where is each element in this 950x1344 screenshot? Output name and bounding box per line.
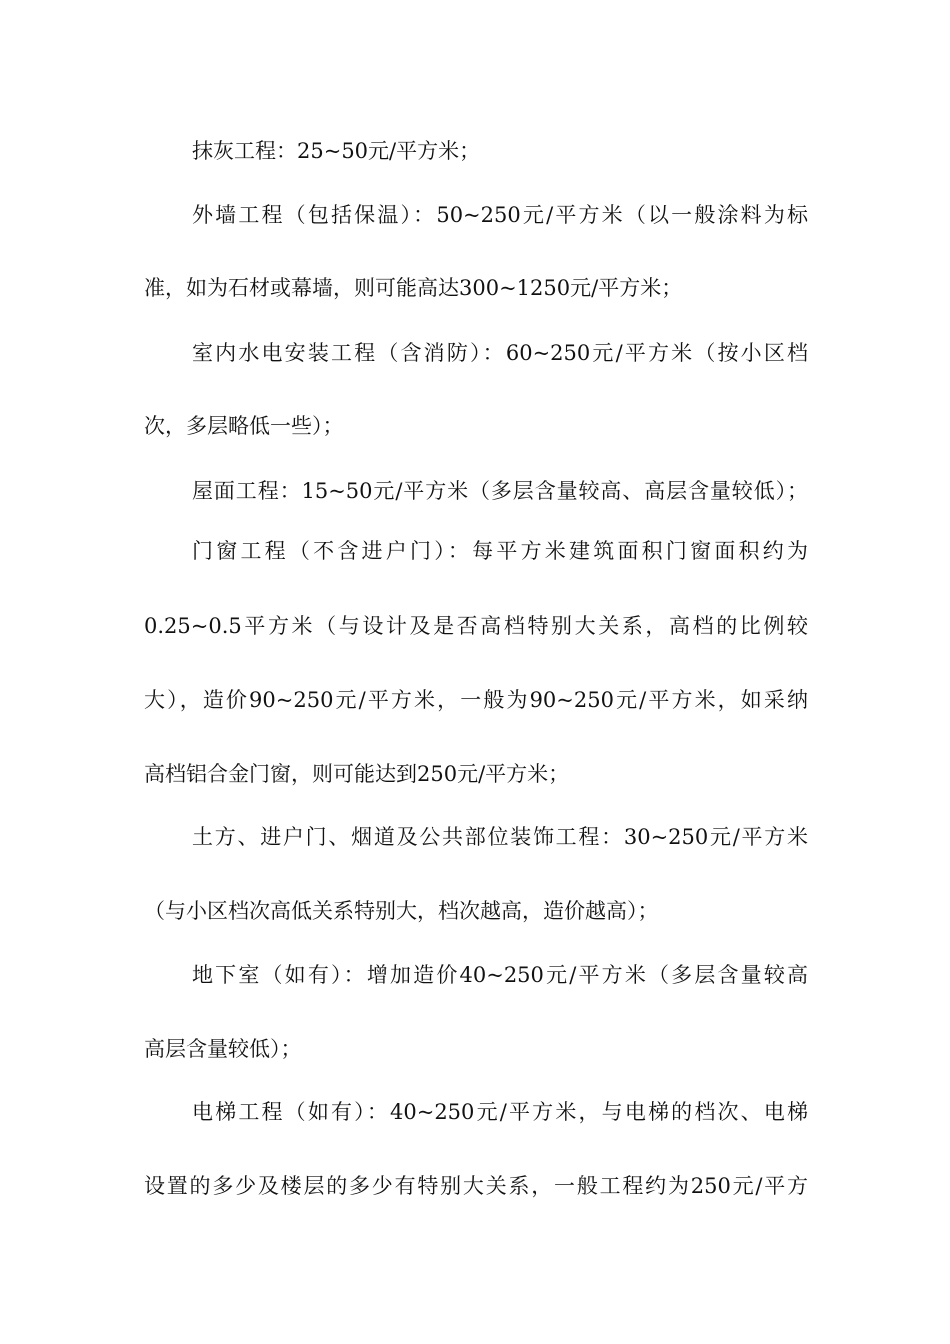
text-line-plastering: 抹灰工程：25~50元/平方米；: [192, 139, 481, 163]
text-line-earthwork: 土方、进户门、烟道及公共部位装饰工程：30~250元/平方米: [192, 825, 808, 849]
text-line-basement-cont: 高层含量较低）；: [144, 1037, 302, 1061]
text-line-basement: 地下室（如有）：增加造价40~250元/平方米（多层含量较高: [192, 963, 808, 987]
text-line-doors-windows-cont-1: 0.25~0.5平方米（与设计及是否高档特别大关系，高档的比例较: [144, 614, 808, 638]
text-line-exterior-wall-cont: 准，如为石材或幕墙，则可能高达300~1250元/平方米；: [144, 276, 683, 300]
text-line-doors-windows-cont-2: 大），造价90~250元/平方米，一般为90~250元/平方米，如采纳: [144, 688, 808, 712]
text-line-exterior-wall: 外墙工程（包括保温）：50~250元/平方米（以一般涂料为标: [192, 203, 808, 227]
text-line-elevator: 电梯工程（如有）：40~250元/平方米，与电梯的档次、电梯: [192, 1100, 808, 1124]
text-line-earthwork-cont: （与小区档次高低关系特别大，档次越高，造价越高）；: [144, 899, 659, 923]
text-line-doors-windows: 门窗工程（不含进户门）：每平方米建筑面积门窗面积约为: [192, 539, 808, 563]
text-line-elevator-cont: 设置的多少及楼层的多少有特别大关系，一般工程约为250元/平方: [144, 1174, 808, 1198]
text-line-plumbing-electric-cont: 次，多层略低一些）；: [144, 414, 344, 438]
text-line-roofing: 屋面工程：15~50元/平方米（多层含量较高、高层含量较低）；: [192, 479, 808, 503]
text-line-plumbing-electric: 室内水电安装工程（含消防）：60~250元/平方米（按小区档: [192, 341, 808, 365]
text-line-doors-windows-cont-3: 高档铝合金门窗，则可能达到250元/平方米；: [144, 762, 570, 786]
